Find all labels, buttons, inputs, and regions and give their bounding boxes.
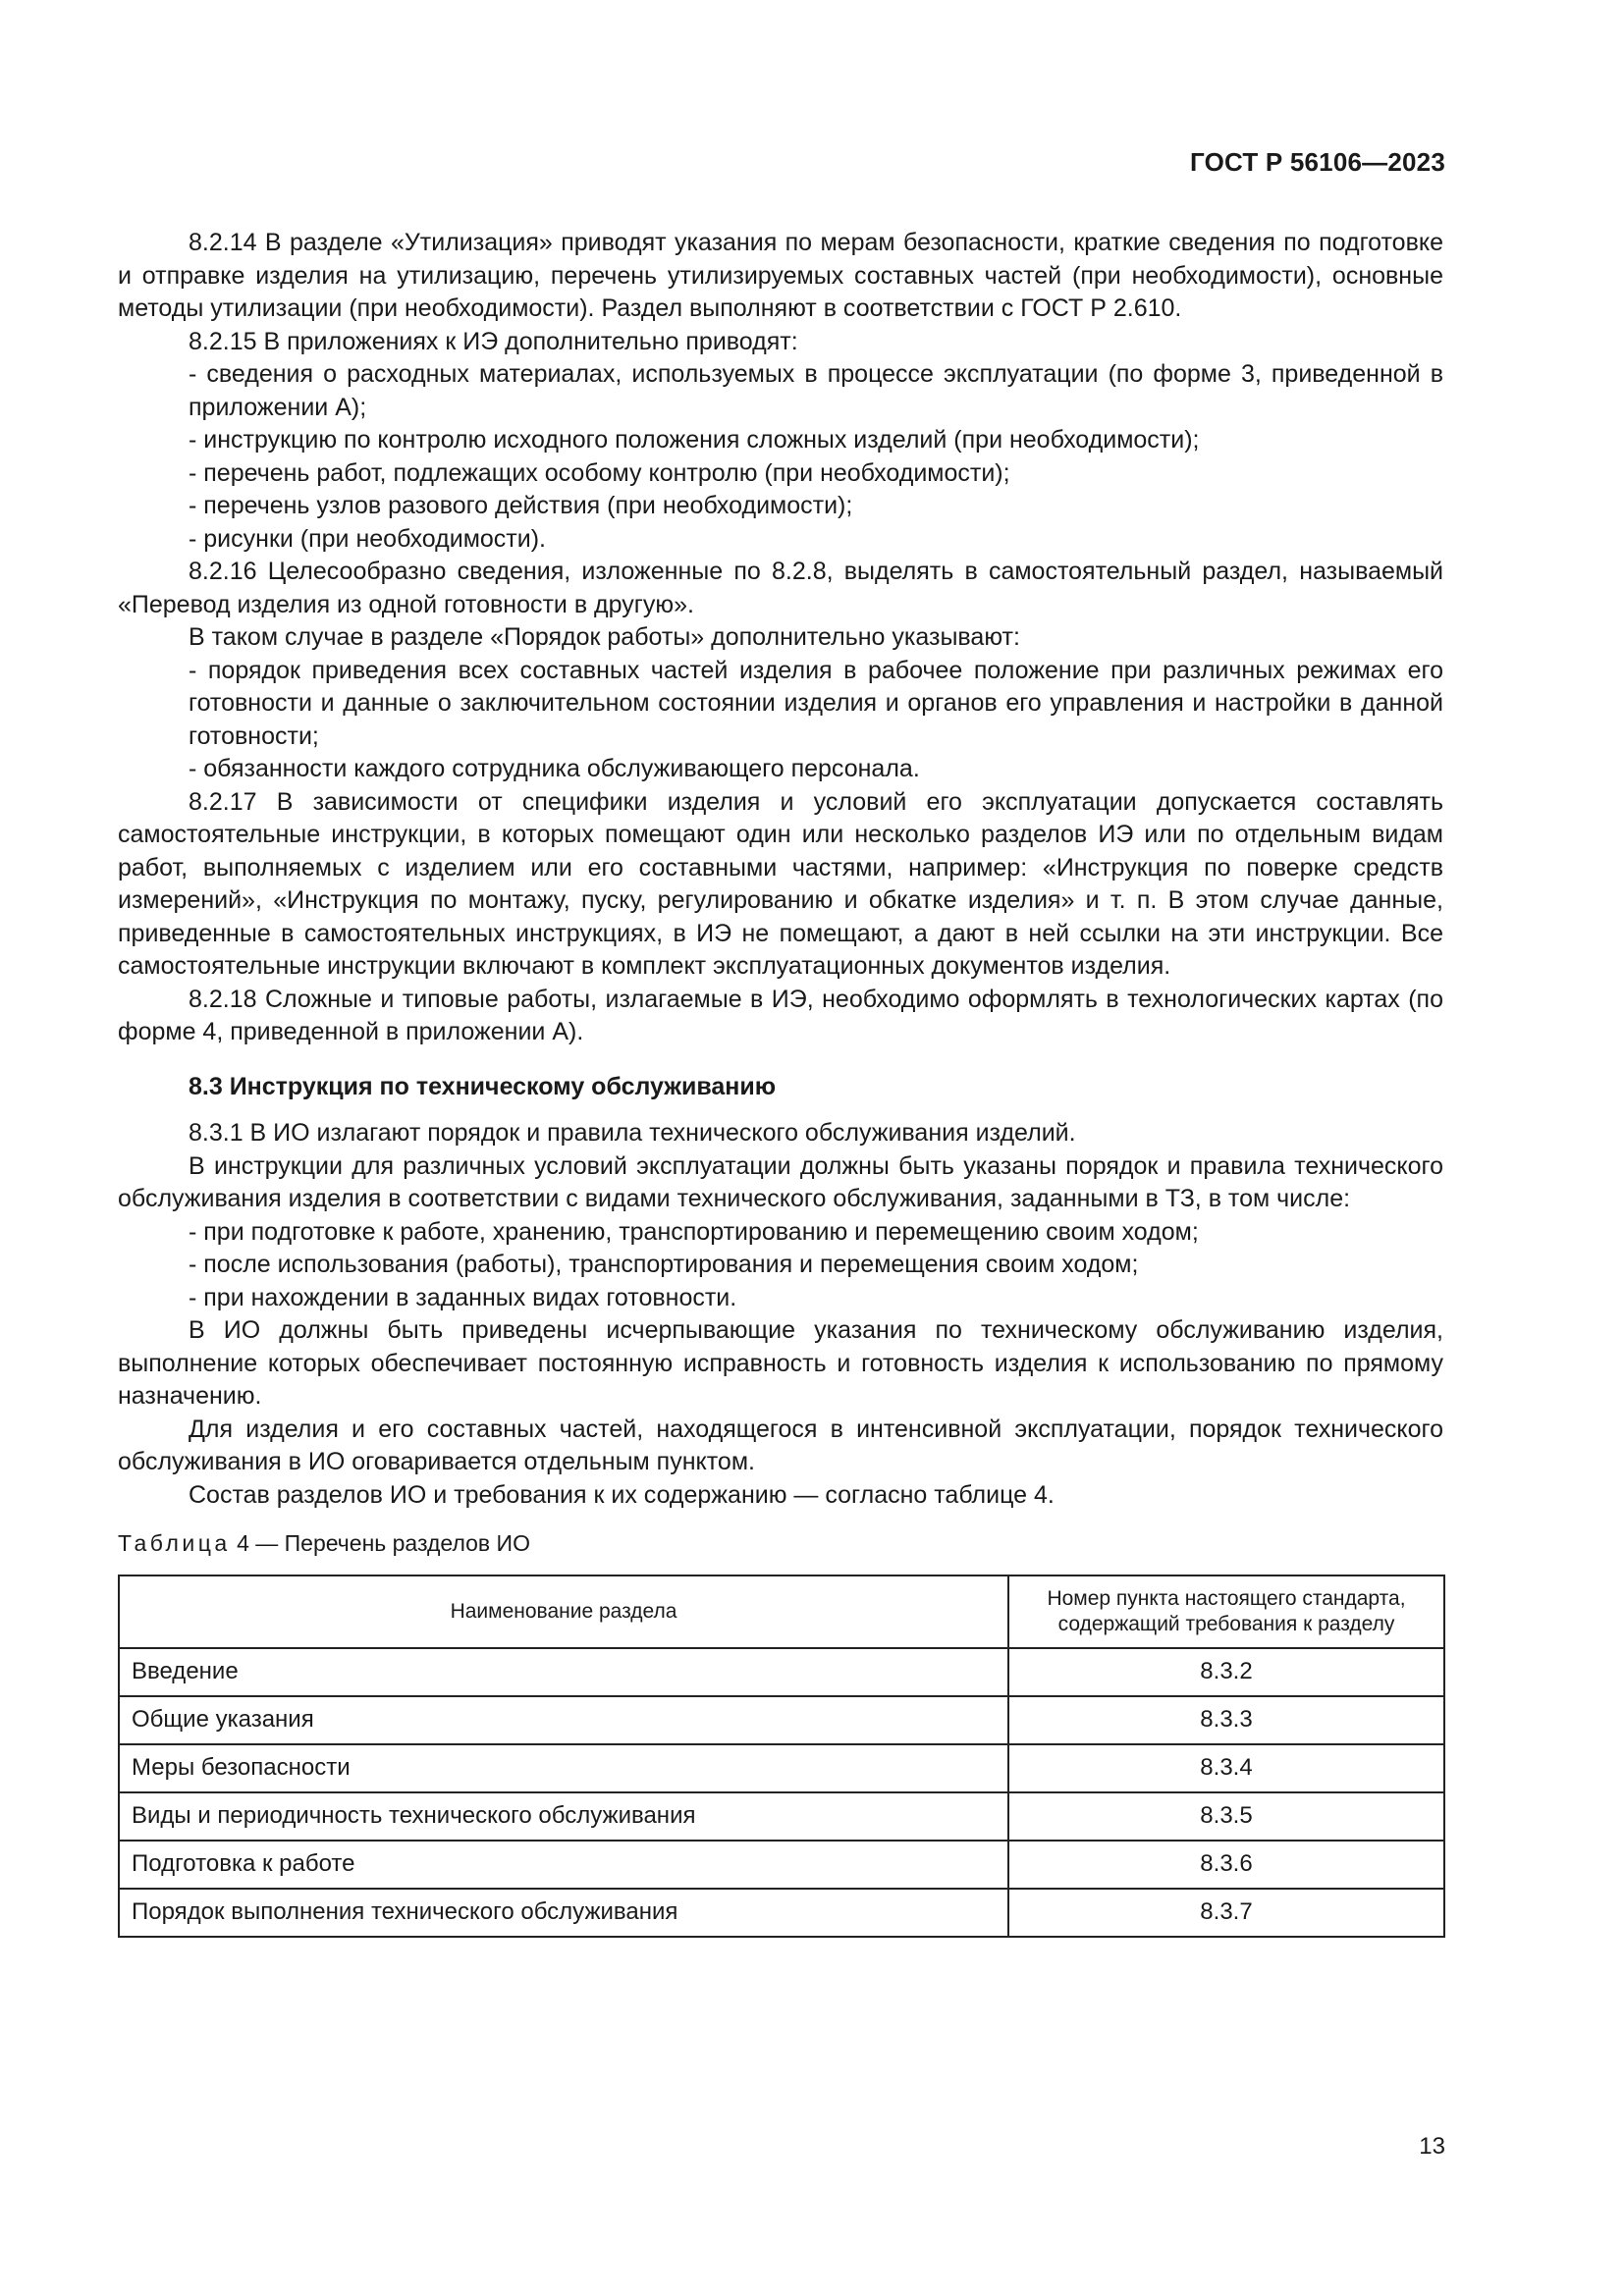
sections-table	[118, 1575, 1445, 1938]
paragraph: 8.2.18 Сложные и типовые работы, излагаемые в ИЭ, необходимо оформлять в технологических картах (по форме 4, приведенной в приложении А).	[118, 985, 1443, 1045]
paragraph: 8.3.1 В ИО излагают порядок и правила технического обслуживания изделий.	[189, 1119, 1076, 1147]
page-body	[118, 227, 1443, 1938]
table-header-row	[119, 1575, 1444, 1648]
clause-number-cell: 8.3.6	[1008, 1841, 1444, 1889]
page-number: 13	[1419, 2133, 1445, 2160]
standard-number-header: ГОСТ Р 56106—2023	[1190, 147, 1445, 177]
section-name-cell: Подготовка к работе	[119, 1841, 1008, 1889]
table-caption-title: 4 — Перечень разделов ИО	[230, 1530, 530, 1556]
paragraph: В инструкции для различных условий эксплуатации должны быть указаны порядок и правила технического обслуживания изделия в соответствии с видами технического обслуживания, заданными в ТЗ, в том числе:	[118, 1151, 1443, 1212]
list-item: - рисунки (при необходимости).	[189, 524, 546, 553]
clause-number-cell: 8.3.3	[1008, 1696, 1444, 1744]
paragraph: 8.2.17 В зависимости от специфики изделия и условий его эксплуатации допускается составлять самостоятельные инструкции, в которых помещают один или несколько разделов ИЭ или по отдельным видам работ, выполняемых с изделием или его составными частями, например: «Инструкция по поверке средств измерений», «Инструкция по монтажу, пуску, регулированию и обкатке изделия» и т. п. В этом случае данные, приведенные в самостоятельных инструкциях, в ИЭ не помещают, а дают в ней ссылки на эти инструкции. Все самостоятельные инструкции включают в комплект эксплуатационных документов изделия.	[118, 787, 1443, 980]
paragraph: 8.2.14 В разделе «Утилизация» приводят указания по мерам безопасности, краткие сведения по подготовке и отправке изделия на утилизацию, перечень утилизируемых составных частей (при необходимости), основные методы утилизации (при необходимости). Раздел выполняют в соответствии с ГОСТ Р 2.610.	[118, 229, 1443, 322]
paragraph: Для изделия и его составных частей, находящегося в интенсивной эксплуатации, порядок технического обслуживания в ИО оговаривается отдельным пунктом.	[118, 1415, 1443, 1475]
paragraph: В таком случае в разделе «Порядок работы» дополнительно указывают:	[189, 623, 1020, 651]
list-item: - порядок приведения всех составных частей изделия в рабочее положение при различных режимах его готовности и данные о заключительном состоянии изделия и органов его управления и настройки в данной готовности;	[189, 656, 1443, 750]
section-heading-8-3: 8.3 Инструкция по техническому обслуживанию	[189, 1072, 777, 1100]
clause-number-cell: 8.3.4	[1008, 1744, 1444, 1792]
list-item: - перечень работ, подлежащих особому контролю (при необходимости);	[189, 458, 1010, 487]
table-row	[119, 1648, 1444, 1696]
clause-number-cell: 8.3.2	[1008, 1648, 1444, 1696]
table-row	[119, 1792, 1444, 1841]
list-item: - сведения о расходных материалах, используемых в процессе эксплуатации (по форме 3, приведенной в приложении А);	[189, 360, 1443, 421]
section-name-cell: Меры безопасности	[119, 1744, 1008, 1792]
table-row	[119, 1841, 1444, 1889]
section-name-cell: Порядок выполнения технического обслуживания	[119, 1889, 1008, 1937]
list-item: - при нахождении в заданных видах готовности.	[189, 1283, 737, 1311]
paragraph: 8.2.15 В приложениях к ИЭ дополнительно приводят:	[189, 327, 798, 355]
clause-number-cell: 8.3.7	[1008, 1889, 1444, 1937]
table-row	[119, 1696, 1444, 1744]
section-name-cell: Виды и периодичность технического обслуживания	[119, 1792, 1008, 1841]
table-row	[119, 1889, 1444, 1937]
table-caption	[118, 1527, 1443, 1561]
table-header-clause: Номер пункта настоящего стандарта, содержащий требования к разделу	[1008, 1575, 1444, 1648]
paragraph: Состав разделов ИО и требования к их содержанию — согласно таблице 4.	[189, 1480, 1055, 1509]
paragraph: В ИО должны быть приведены исчерпывающие указания по техническому обслуживанию изделия, выполнение которых обеспечивает постоянную исправность и готовность изделия к использованию по прямому назначению.	[118, 1316, 1443, 1410]
list-item: - после использования (работы), транспортирования и перемещения своим ходом;	[189, 1251, 1139, 1278]
list-item: - обязанности каждого сотрудника обслуживающего персонала.	[189, 755, 920, 782]
paragraph-group-8-3	[118, 1117, 1443, 1512]
table-header-name: Наименование раздела	[119, 1575, 1008, 1648]
section-name-cell: Общие указания	[119, 1696, 1008, 1744]
section-name-cell: Введение	[119, 1648, 1008, 1696]
list-item: - при подготовке к работе, хранению, транспортированию и перемещению своим ходом;	[189, 1217, 1199, 1246]
paragraph-group-8-2	[118, 227, 1443, 1049]
list-item: - перечень узлов разового действия (при необходимости);	[189, 492, 853, 519]
table-body	[119, 1648, 1444, 1937]
table-row	[119, 1744, 1444, 1792]
paragraph: 8.2.16 Целесообразно сведения, изложенные по 8.2.8, выделять в самостоятельный раздел, называемый «Перевод изделия из одной готовности в другую».	[118, 558, 1443, 618]
table-caption-word: Таблица	[118, 1530, 231, 1556]
clause-number-cell: 8.3.5	[1008, 1792, 1444, 1841]
list-item: - инструкцию по контролю исходного положения сложных изделий (при необходимости);	[189, 426, 1200, 454]
